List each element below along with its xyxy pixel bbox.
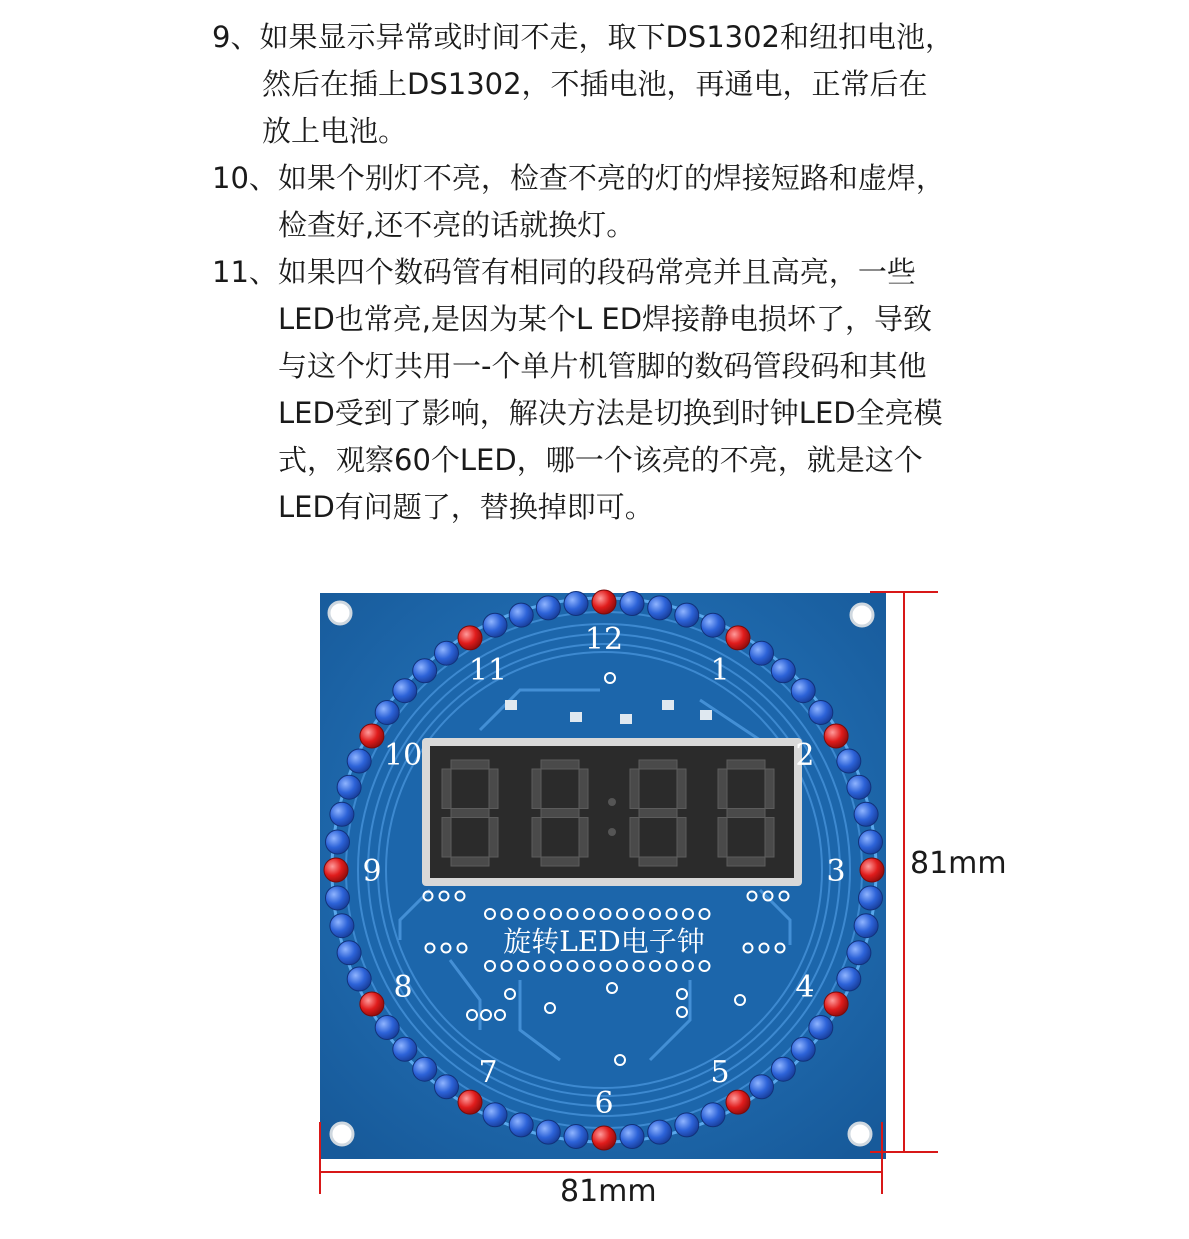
blue-led: [536, 596, 560, 620]
mounting-hole: [329, 602, 351, 624]
blue-led: [791, 679, 815, 703]
blue-led: [771, 659, 795, 683]
hour-mark: 2: [795, 738, 815, 773]
blue-led: [847, 775, 871, 799]
instruction-line: LED也常亮,是因为某个L ED焊接静电损坏了，导致: [278, 302, 933, 336]
blue-led: [375, 1016, 399, 1040]
blue-led: [393, 1037, 417, 1061]
blue-led: [837, 749, 861, 773]
hour-mark: 11: [468, 653, 508, 689]
hour-mark: 10: [384, 738, 423, 773]
hour-mark: 7: [478, 1054, 498, 1090]
blue-led: [648, 596, 672, 620]
blue-led: [326, 830, 350, 854]
instruction-line: 与这个灯共用一-个单片机管脚的数码管段码和其他: [278, 349, 927, 383]
red-led: [360, 724, 384, 748]
blue-led: [750, 641, 774, 665]
blue-led: [509, 1113, 533, 1137]
instruction-line: LED受到了影响，解决方法是切换到时钟LED全亮模: [278, 396, 943, 430]
red-led: [458, 626, 482, 650]
blue-led: [413, 1057, 437, 1081]
instruction-line: LED有问题了，替换掉即可。: [278, 490, 654, 524]
red-led: [458, 1090, 482, 1114]
blue-led: [854, 802, 878, 826]
instruction-line: 9、如果显示异常或时间不走，取下DS1302和纽扣电池，: [212, 20, 954, 54]
instruction-10: [212, 155, 1012, 249]
instruction-line: 放上电池。: [262, 114, 408, 148]
red-led: [592, 590, 616, 614]
blue-led: [859, 886, 883, 910]
blue-led: [330, 802, 354, 826]
hour-mark: 5: [710, 1054, 730, 1090]
red-led: [824, 724, 848, 748]
instruction-line: 10、如果个别灯不亮，检查不亮的灯的焊接短路和虚焊，: [212, 161, 945, 195]
blue-led: [347, 749, 371, 773]
blue-led: [675, 603, 699, 627]
red-led: [324, 858, 348, 882]
blue-led: [854, 914, 878, 938]
red-led: [360, 992, 384, 1016]
blue-led: [620, 592, 644, 616]
blue-led: [536, 1120, 560, 1144]
blue-led: [393, 679, 417, 703]
blue-led: [771, 1057, 795, 1081]
blue-led: [337, 941, 361, 965]
blue-led: [847, 941, 871, 965]
mounting-hole: [851, 604, 873, 626]
blue-led: [809, 1016, 833, 1040]
blue-led: [564, 592, 588, 616]
blue-led: [859, 830, 883, 854]
blue-led: [337, 775, 361, 799]
red-led: [592, 1126, 616, 1150]
width-label: 81mm: [560, 1174, 657, 1209]
blue-led: [509, 603, 533, 627]
instruction-9: [212, 14, 1012, 155]
board-title: 旋转LED电子钟: [503, 925, 705, 958]
red-led: [824, 992, 848, 1016]
clock-board-illustration: [0, 560, 1189, 1239]
blue-led: [413, 659, 437, 683]
blue-led: [620, 1125, 644, 1149]
height-label: 81mm: [910, 846, 1007, 881]
blue-led: [837, 967, 861, 991]
red-led: [726, 626, 750, 650]
blue-led: [701, 1103, 725, 1127]
hour-mark: 8: [393, 970, 413, 1005]
clock-board-figure: [0, 560, 1189, 1239]
instruction-line: 然后在插上DS1302，不插电池，再通电，正常后在: [262, 67, 928, 101]
hour-mark: 12: [584, 622, 624, 657]
instruction-11: [212, 249, 1012, 531]
blue-led: [809, 701, 833, 725]
instruction-line: 式，观察60个LED，哪一个该亮的不亮，就是这个: [278, 443, 923, 477]
blue-led: [701, 613, 725, 637]
blue-led: [347, 967, 371, 991]
mounting-hole: [331, 1123, 353, 1145]
blue-led: [483, 1103, 507, 1127]
hour-mark: 4: [795, 970, 815, 1005]
blue-led: [675, 1113, 699, 1137]
blue-led: [435, 1075, 459, 1099]
red-led: [860, 858, 884, 882]
blue-led: [330, 914, 354, 938]
blue-led: [648, 1120, 672, 1144]
blue-led: [791, 1037, 815, 1061]
instructions: [212, 14, 1012, 531]
hour-mark: 3: [826, 854, 846, 889]
mounting-hole: [849, 1123, 871, 1145]
blue-led: [326, 886, 350, 910]
blue-led: [750, 1075, 774, 1099]
blue-led: [564, 1125, 588, 1149]
blue-led: [375, 701, 399, 725]
instruction-line: 11、如果四个数码管有相同的段码常亮并且高亮，一些: [212, 255, 916, 289]
blue-led: [483, 613, 507, 637]
blue-led: [435, 641, 459, 665]
instruction-line: 检查好,还不亮的话就换灯。: [278, 208, 636, 242]
hour-mark: 9: [362, 854, 382, 889]
red-led: [726, 1090, 750, 1114]
hour-mark: 1: [710, 653, 730, 689]
hour-mark: 6: [594, 1086, 614, 1121]
